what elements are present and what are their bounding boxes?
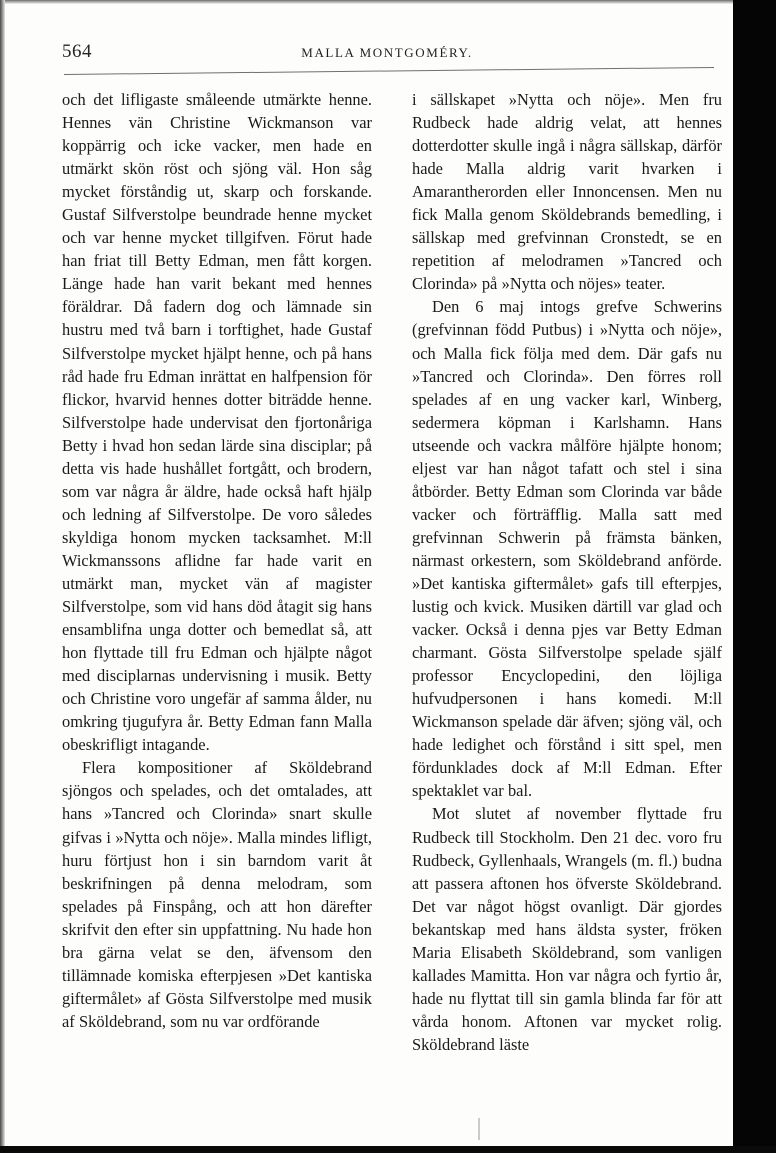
right-column	[412, 88, 722, 1056]
scan-edge-right	[733, 0, 776, 1146]
running-head	[62, 41, 712, 63]
paragraph: Den 6 maj intogs grefve Schwerins (grefvinnan född Putbus) i »Nytta och nöje», och Malla fick följa med dem. Där gafs nu »Tancred och Clorinda». Den förres roll spelades af en ung vacker karl, Winberg, sedermera köpman i Karlshamn. Hans utseende och vackra målföre hjälpte honom; eljest var han något tafatt och stel i sina åtbörder. Betty Edman som Clorinda var både vacker och förträfflig. Malla satt med grefvinnan Schwerin på främsta bänken, närmast orkestern, som Sköldebrand anförde. »Det kantiska giftermålet» gafs till efterpjes, lustig och kvick. Musiken därtill var glad och vacker. Också i denna pjes var Betty Edman charmant. Gösta Silfverstolpe spelade själf professor Encyclopedini, den löjliga hufvudpersonen i hans komedi. M:ll Wickmanson spelade där äfven; sjöng väl, och hade ledighet och förstånd i sitt spel, men fördunklades dock af M:ll Edman. Efter spektaklet var bal.	[412, 297, 722, 801]
scan-artifact-speck	[478, 1118, 480, 1140]
paragraph: och det lifligaste småleende utmärkte henne. Hennes vän Christine Wickmanson var koppärrig och icke vacker, men hade en utmärkt skön röst och sjöng väl. Hon såg mycket förståndig ut, skarp och forskande. Gustaf Silfverstolpe beundrade henne mycket och var henne mycket tillgifven. Förut hade han friat till Betty Edman, men fått korgen. Länge hade han varit bekant med hennes föräldrar. Då fadern dog och lämnade sin hustru med två barn i torftighet, hade Gustaf Silfverstolpe mycket hjälpt henne, och på hans råd hade fru Edman inrättat en halfpension för flickor, hvarvid hennes dotter biträdde henne. Silfverstolpe hade undervisat den fjortonåriga Betty i hvad hon sedan lärde sina disciplar; på detta vis hade hushållet fortgått, och brodern, som var några år äldre, hade också haft hjälp och ledning af Silfverstolpe. De voro således skyldiga honom mycken tacksamhet. M:ll Wickmanssons aflidne far hade varit en utmärkt man, mycket vän af magister Silfverstolpe, som vid hans död åtagit sig hans ensamblifna unga dotter och bemedlat så, att hon flyttade till fru Edman och hjälpte något med disciplarnas undervisning i musik. Betty och Christine voro ungefär af samma ålder, nu omkring tjugufyra år. Betty Edman fann Malla obeskrifligt intagande.	[62, 90, 372, 755]
scan-edge-left	[0, 0, 5, 1153]
paragraph: Flera kompositioner af Sköldebrand sjöngos och spelades, och det omtalades, att hans »Tancred och Clorinda» snart skulle gifvas i »Nytta och nöje». Malla mindes lifligt, huru förtjust hon i sin barndom varit åt beskrifningen på denna melodram, som spelades på Finspång, och att hon därefter skrifvit den efter sin uppfattning. Nu hade hon bra gärna velat se den, äfvensom den tillämnade komiska efterpjesen »Det kantiska giftermålet» af Gösta Silfverstolpe med musik af Sköldebrand, som nu var ordförande	[62, 758, 372, 1031]
page-number: 564	[62, 41, 92, 62]
text-body	[62, 88, 722, 1056]
running-title: MALLA MONTGOMÉRY.	[301, 45, 473, 60]
left-column	[62, 88, 372, 1056]
header-rule	[64, 67, 714, 75]
scan-edge-top	[0, 0, 776, 4]
paragraph: Mot slutet af november flyttade fru Rudbeck till Stockholm. Den 21 dec. voro fru Rudbeck, Gyllenhaals, Wrangels (m. fl.) budna att passera aftonen hos öfverste Sköldebrand. Det var något högst ovanligt. Där gjordes bekantskap med hans äldsta syster, fröken Maria Elisabeth Sköldebrand, som vanligen kallades Mamitta. Hon var några och fyrtio år, hade nu flyttat till sin gamla blinda far för att vårda honom. Aftonen var mycket rolig. Sköldebrand läste	[412, 804, 723, 1054]
paragraph: i sällskapet »Nytta och nöje». Men fru Rudbeck hade aldrig velat, att hennes dotterdotter skulle ingå i några sällskap, därför hade Malla aldrig varit hvarken i Amarantherorden eller Innoncensen. Men nu fick Malla genom Sköldebrands bemedling, i sällskap med grefvinnan Cronstedt, se en repetition af melodramen »Tancred och Clorinda» på »Nytta och nöjes» teater.	[412, 90, 722, 294]
scan-edge-bottom	[0, 1146, 776, 1153]
